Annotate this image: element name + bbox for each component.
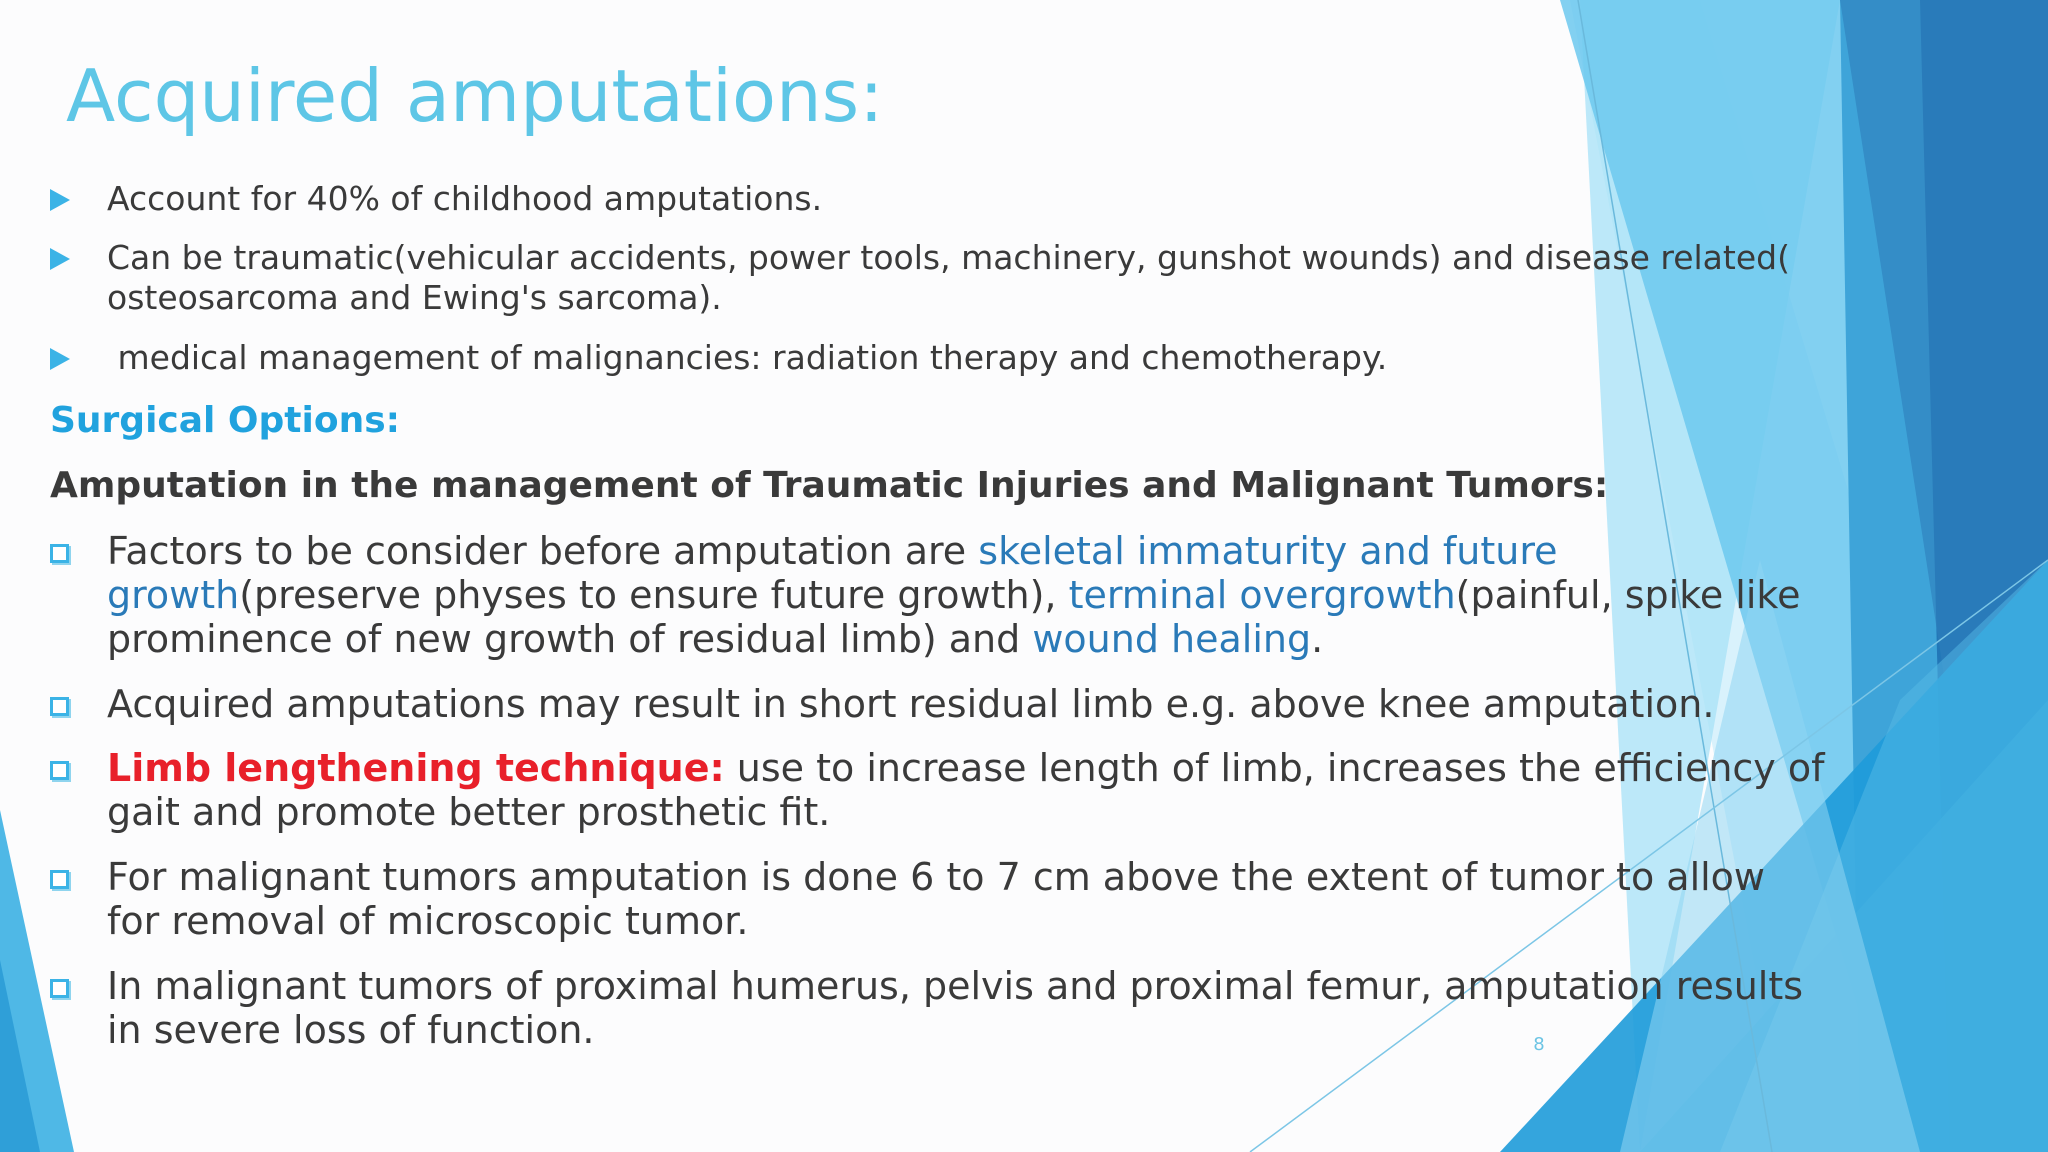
list-item [50,855,69,889]
highlight-text: terminal overgrowth [1068,573,1456,617]
square-bullet-icon [50,870,69,889]
acquired-text: Acquired amputations may result in short residual limb e.g. above knee amputation. [107,682,1715,726]
surgical-options-heading: Surgical Options: [50,400,401,441]
humerus-text: In malignant tumors of proximal humerus, pelvis and proximal femur, amputation results in severe loss of function. [107,964,1804,1052]
highlight-text: wound healing [1032,617,1312,661]
highlight-text: skeletal immaturity and future growth [107,529,1558,617]
text-span: Factors to be consider before amputation are [107,529,979,573]
text-span: (preserve physes to ensure future growth), [239,573,1069,617]
arrow-bullet-icon [50,189,70,211]
factors-text [107,529,1867,661]
bullet-text-line1: Can be traumatic(vehicular accidents, power tools, machinery, gunshot wounds) and disease related( [107,238,1790,277]
arrow-bullet-icon [50,348,70,370]
text-span: use to increase length of limb, increases the efficiency of gait and promote better prosthetic fit. [107,746,1825,834]
subheading: Amputation in the management of Traumatic Injuries and Malignant Tumors: [50,465,1609,506]
square-bullet-icon [50,544,69,563]
bullet-item [50,179,70,211]
square-bullet-icon [50,697,69,716]
square-bullet-icon [50,761,69,780]
list-item [50,964,69,998]
arrow-bullet-icon [50,248,70,270]
text-span: (painful, spike like prominence of new growth of residual limb) and [107,573,1801,661]
bullet-item [50,238,70,270]
limb-lengthening-text [107,746,1907,834]
list-item [50,746,69,780]
bullet-text-line2: osteosarcoma and Ewing's sarcoma). [107,278,722,317]
text-span: . [1311,617,1324,661]
bullet-text: medical management of malignancies: radiation therapy and chemotherapy. [107,338,1388,377]
square-bullet-icon [50,979,69,998]
limb-lengthening-label: Limb lengthening technique: [107,746,725,790]
bullet-text: Account for 40% of childhood amputations. [107,179,823,218]
slide-title: Acquired amputations: [66,54,884,138]
page-number: 8 [1533,1034,1545,1055]
malignant-text: For malignant tumors amputation is done 6 to 7 cm above the extent of tumor to allow for removal of microscopic tumor. [107,855,1766,943]
list-item [50,682,69,716]
list-item [50,529,69,563]
bullet-item [50,338,70,370]
